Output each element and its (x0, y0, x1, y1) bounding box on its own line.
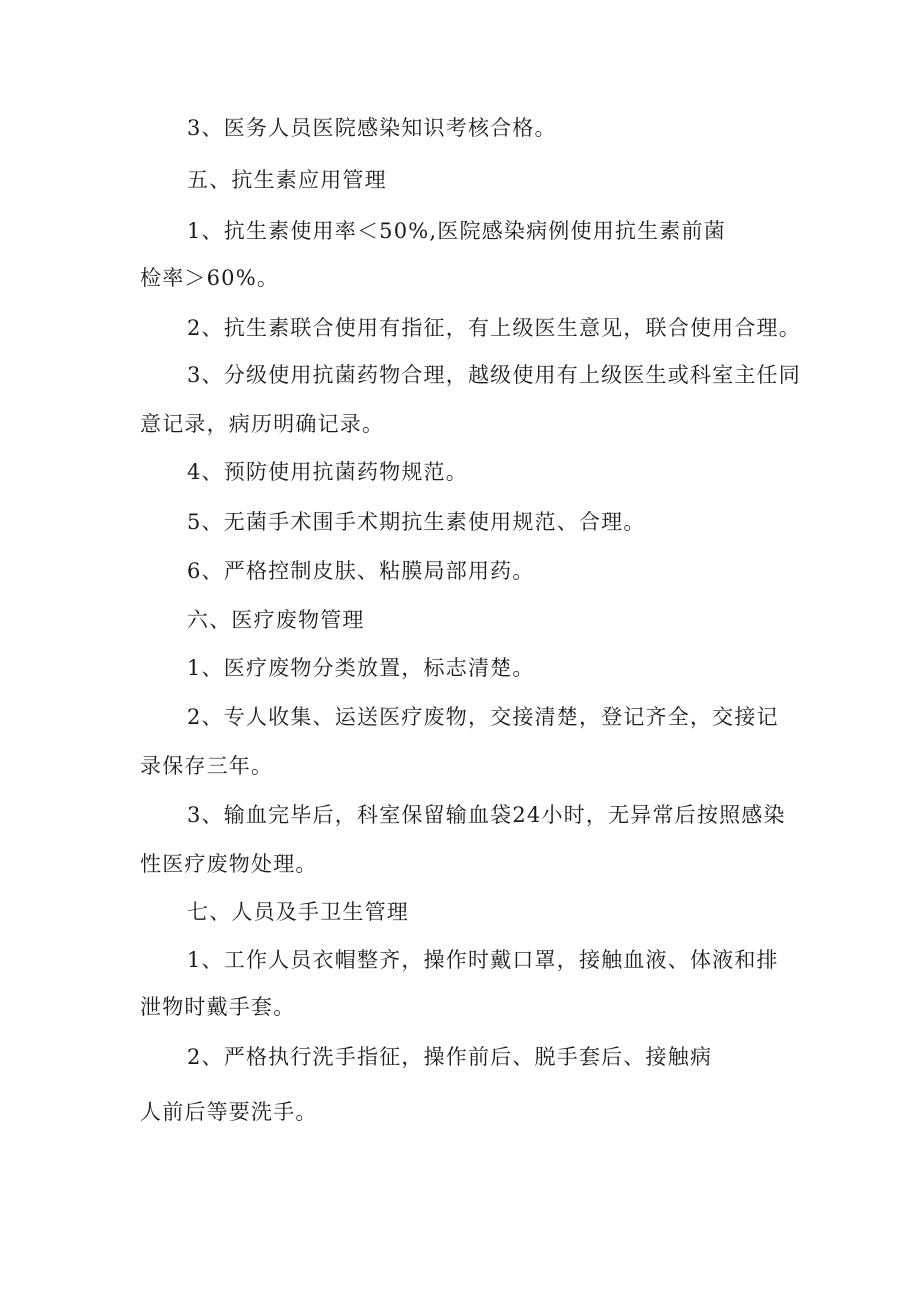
paragraph-line: 检率＞60%。 (140, 266, 280, 290)
paragraph-line: 3、医务人员医院感染知识考核合格。 (187, 116, 557, 140)
paragraph-line: 3、分级使用抗菌药物合理，越级使用有上级医生或科室主任同 (187, 363, 801, 387)
paragraph-line: 人前后等要洗手。 (140, 1100, 318, 1124)
paragraph-line: 5、无菌手术围手术期抗生素使用规范、合理。 (187, 510, 646, 534)
paragraph-line: 2、专人收集、运送医疗废物，交接清楚，登记齐全，交接记 (187, 705, 779, 729)
section-heading: 七、人员及手卫生管理 (187, 900, 409, 924)
paragraph-line: 1、工作人员衣帽整齐，操作时戴口罩，接触血液、体液和排 (187, 948, 779, 972)
paragraph-line: 泄物时戴手套。 (140, 995, 296, 1019)
paragraph-line: 录保存三年。 (140, 754, 274, 778)
paragraph-line: 2、抗生素联合使用有指征，有上级医生意见，联合使用合理。 (187, 316, 801, 340)
section-heading: 六、医疗废物管理 (187, 608, 365, 632)
section-heading: 五、抗生素应用管理 (187, 168, 387, 192)
paragraph-line: 6、严格控制皮肤、粘膜局部用药。 (187, 559, 535, 583)
paragraph-line: 1、医疗废物分类放置，标志清楚。 (187, 656, 535, 680)
paragraph-line: 意记录，病历明确记录。 (140, 412, 385, 436)
paragraph-line: 1、抗生素使用率＜50%,医院感染病例使用抗生素前菌 (187, 219, 726, 243)
paragraph-line: 性医疗废物处理。 (140, 852, 318, 876)
paragraph-line: 4、预防使用抗菌药物规范。 (187, 460, 468, 484)
paragraph-line: 2、严格执行洗手指征，操作前后、脱手套后、接触病 (187, 1045, 713, 1069)
paragraph-line: 3、输血完毕后，科室保留输血袋24小时，无异常后按照感染 (187, 803, 786, 827)
